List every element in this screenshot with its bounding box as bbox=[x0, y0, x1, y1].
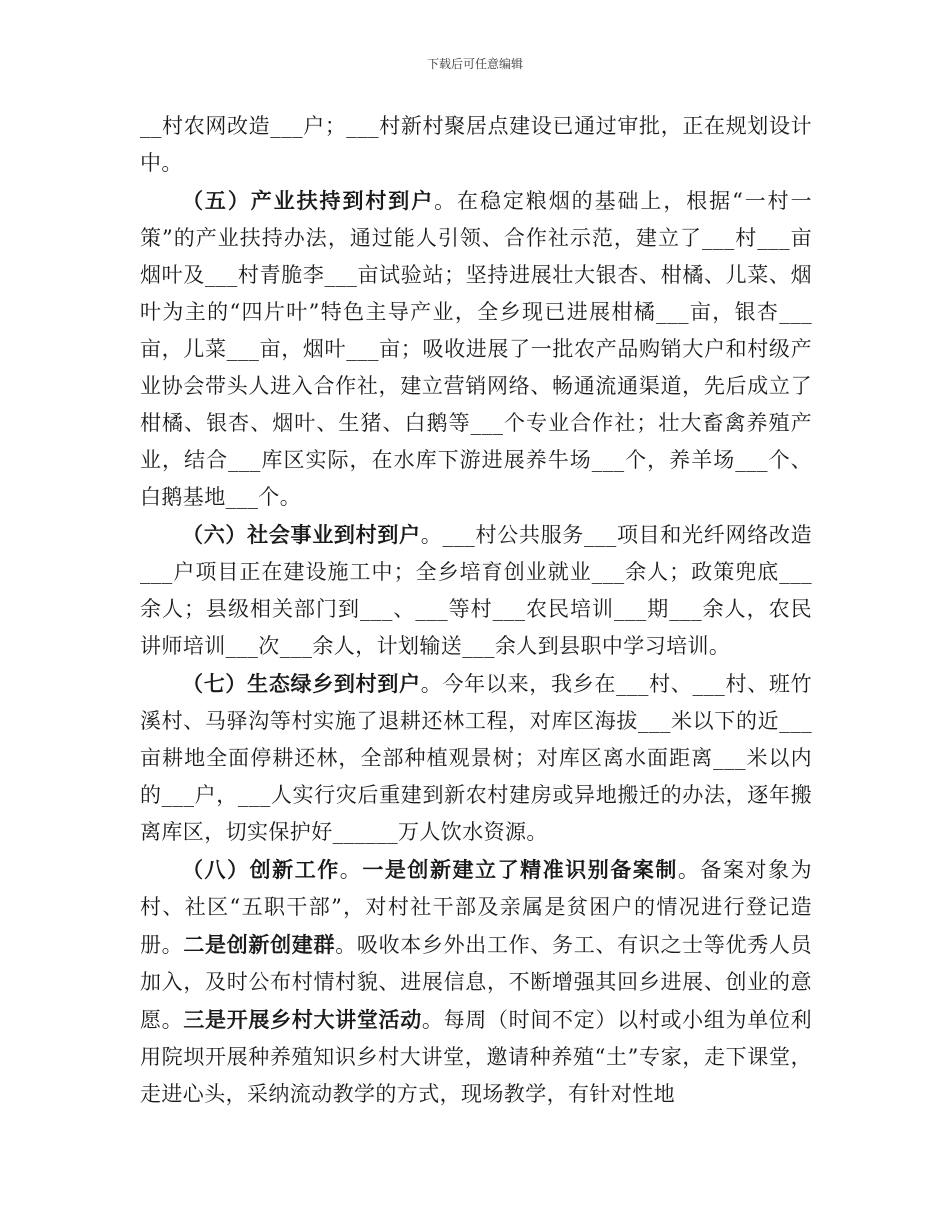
section-heading-8: （八）创新工作 bbox=[182, 857, 340, 882]
innovation-point-2: 二是创新创建群 bbox=[183, 932, 336, 957]
text-segment: __村农网改造___户；___村新村聚居点建设已通过审批，正在规划设计中。 bbox=[140, 114, 812, 175]
paragraph-industry-support bbox=[140, 182, 812, 516]
paragraph-ecology bbox=[140, 665, 812, 851]
section-heading-5: （五）产业扶持到村到户 bbox=[182, 188, 435, 213]
text-segment: 。 bbox=[339, 858, 363, 882]
paragraph-innovation bbox=[140, 851, 812, 1113]
text-segment: 。今年以来，我乡在___村、___村、班竹溪村、马驿沟等村实施了退耕还林工程，对库区海拔___米以下的近___亩耕地全面停耕还林，全部种植观景树；对库区离水面距离___米以内的___户，___人实行灾后重建到新农村建房或异地搬迁的办法，逐年搬离库区，切实保护好______万人饮水资源。 bbox=[140, 672, 813, 844]
text-segment: 。备案对象为村、社区“五职干部”，对村社干部及亲属是贫困户的情况进行登记造册。 bbox=[140, 858, 812, 957]
paragraph-social-affairs bbox=[140, 516, 812, 665]
innovation-point-3: 三是开展乡村大讲堂活动 bbox=[183, 1007, 422, 1032]
paragraph-continuation bbox=[140, 108, 812, 182]
document-body bbox=[140, 108, 812, 1113]
text-segment: 。吸收本乡外出工作、务工、有识之士等优秀人员加入，及时公布村情村貌、进展信息，不断增强其回乡进展、创业的意愿。 bbox=[140, 933, 812, 1032]
text-segment: 。在稳定粮烟的基础上，根据“一村一策”的产业扶持办法，通过能人引领、合作社示范，建立了___村___亩烟叶及___村青脆李___亩试验站；坚持进展壮大银杏、柑橘、儿菜、烟叶为主的“四片叶”特色主导产业，全乡现已进展柑橘___亩，银杏___亩，儿菜___亩，烟叶___亩；吸收进展了一批农产品购销大户和村级产业协会带头人进入合作社，建立营销网络、畅通流通渠道，先后成立了柑橘、银杏、烟叶、生猪、白鹅等___个专业合作社；壮大畜禽养殖产业，结合___库区实际，在水库下游进展养牛场___个，养羊场___个、白鹅基地___个。 bbox=[140, 189, 812, 509]
text-segment: 。每周（时间不定）以村或小组为单位利用院坝开展种养殖知识乡村大讲堂，邀请种养殖“土”专家，走下课堂，走进心头，采纳流动教学的方式，现场教学，有针对性地 bbox=[140, 1008, 812, 1106]
section-heading-7: （七）生态绿乡到村到户 bbox=[182, 671, 421, 696]
text-segment: 。___村公共服务___项目和光纤网络改造___户项目正在建设施工中；全乡培育创业就业___余人；政策兜底___余人；县级相关部门到___、___等村___农民培训___期___余人，农民讲师培训___次___余人，计划输送___余人到县职中学习培训。 bbox=[140, 523, 813, 658]
page-header: 下载后可任意编辑 bbox=[426, 57, 523, 71]
section-heading-6: （六）社会事业到村到户 bbox=[182, 522, 421, 547]
innovation-point-1: 一是创新建立了精准识别备案制 bbox=[362, 857, 678, 882]
